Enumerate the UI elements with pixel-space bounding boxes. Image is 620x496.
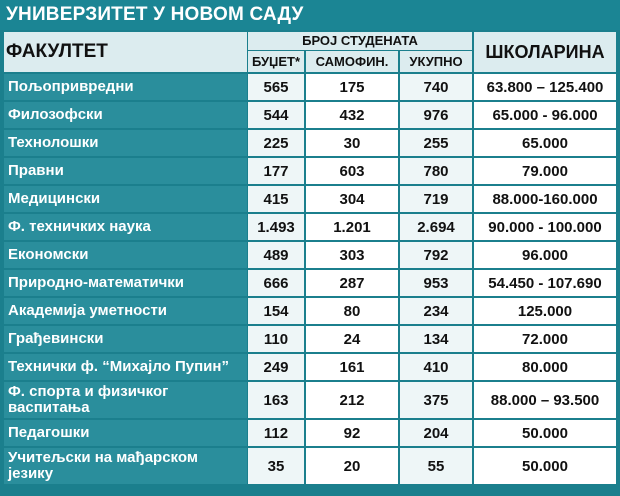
total-count: 2.694 [400,214,472,240]
tuition-value: 125.000 [474,298,616,324]
selffin-count: 432 [306,102,398,128]
budget-count: 249 [248,354,304,380]
budget-count: 415 [248,186,304,212]
header-total: УКУПНО [400,51,472,72]
budget-count: 35 [248,448,304,484]
budget-count: 110 [248,326,304,352]
budget-count: 666 [248,270,304,296]
table-row [0,130,620,156]
table-row [0,186,620,212]
table-title: УНИВЕРЗИТЕТ У НОВОМ САДУ [0,0,620,30]
selffin-count: 92 [306,420,398,446]
total-count: 134 [400,326,472,352]
budget-count: 544 [248,102,304,128]
budget-count: 163 [248,382,304,418]
budget-count: 112 [248,420,304,446]
budget-count: 154 [248,298,304,324]
selffin-count: 603 [306,158,398,184]
total-count: 204 [400,420,472,446]
faculty-name: Грађевински [4,326,247,352]
selffin-count: 175 [306,74,398,100]
faculty-name: Педагошки [4,420,247,446]
selffin-count: 1.201 [306,214,398,240]
faculty-name: Правни [4,158,247,184]
total-count: 780 [400,158,472,184]
budget-count: 225 [248,130,304,156]
total-count: 255 [400,130,472,156]
header-faculty: ФАКУЛТЕТ [4,32,247,72]
selffin-count: 212 [306,382,398,418]
faculty-name: Ф. спорта и физичког васпитања [4,382,247,418]
total-count: 375 [400,382,472,418]
budget-count: 565 [248,74,304,100]
tuition-value: 79.000 [474,158,616,184]
tuition-value: 72.000 [474,326,616,352]
table-row [0,298,620,324]
table-row [0,270,620,296]
total-count: 976 [400,102,472,128]
tuition-value: 65.000 [474,130,616,156]
selffin-count: 303 [306,242,398,268]
tuition-value: 88.000 – 93.500 [474,382,616,418]
faculty-name: Учитељски на мађарском језику [4,448,247,484]
selffin-count: 30 [306,130,398,156]
faculty-name: Технички ф. “Михајло Пупин” [4,354,247,380]
faculty-name: Природно-математички [4,270,247,296]
header-students: БРОЈ СТУДЕНАТА [248,32,472,50]
faculty-name: Академија уметности [4,298,247,324]
total-count: 719 [400,186,472,212]
table-row [0,448,620,484]
tuition-value: 54.450 - 107.690 [474,270,616,296]
table-row [0,354,620,380]
selffin-count: 80 [306,298,398,324]
total-count: 410 [400,354,472,380]
faculty-name: Технолошки [4,130,247,156]
faculty-name: Економски [4,242,247,268]
header-selffin: САМОФИН. [306,51,398,72]
total-count: 792 [400,242,472,268]
total-count: 234 [400,298,472,324]
tuition-value: 88.000-160.000 [474,186,616,212]
tuition-value: 96.000 [474,242,616,268]
selffin-count: 304 [306,186,398,212]
budget-count: 1.493 [248,214,304,240]
tuition-value: 50.000 [474,420,616,446]
table-row [0,158,620,184]
tuition-value: 50.000 [474,448,616,484]
faculty-name: Ф. техничких наука [4,214,247,240]
tuition-value: 90.000 - 100.000 [474,214,616,240]
header-tuition: ШКОЛАРИНА [474,32,616,72]
tuition-value: 80.000 [474,354,616,380]
selffin-count: 20 [306,448,398,484]
faculty-name: Филозофски [4,102,247,128]
total-count: 740 [400,74,472,100]
table-row [0,74,620,100]
table-row [0,102,620,128]
faculty-name: Медицински [4,186,247,212]
table-row [0,242,620,268]
selffin-count: 24 [306,326,398,352]
table-row [0,382,620,418]
table-row [0,214,620,240]
tuition-value: 63.800 – 125.400 [474,74,616,100]
table-row [0,420,620,446]
selffin-count: 161 [306,354,398,380]
table-row [0,326,620,352]
header-budget: БУЏЕТ* [248,51,304,72]
tuition-value: 65.000 - 96.000 [474,102,616,128]
faculty-name: Пољопривредни [4,74,247,100]
total-count: 953 [400,270,472,296]
selffin-count: 287 [306,270,398,296]
total-count: 55 [400,448,472,484]
budget-count: 177 [248,158,304,184]
budget-count: 489 [248,242,304,268]
